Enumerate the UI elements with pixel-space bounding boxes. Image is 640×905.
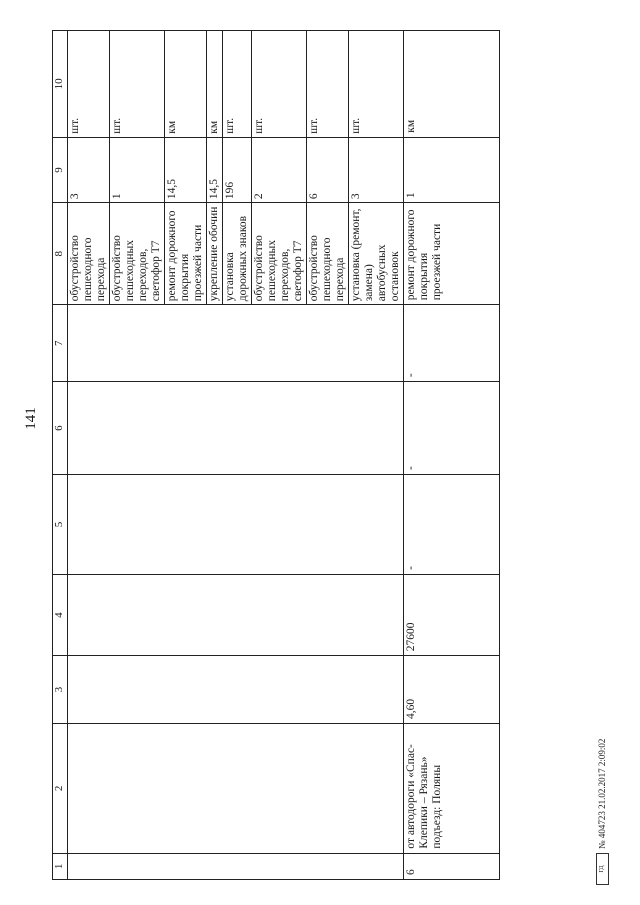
- quantity-cell: 14,5: [165, 137, 207, 202]
- header-cell: 2: [53, 723, 68, 853]
- data-table: [52, 30, 500, 880]
- quantity-cell: 1: [404, 137, 500, 202]
- duma-stamp-logo: ГД: [596, 853, 609, 885]
- header-row: [53, 31, 68, 880]
- work-type-cell: ремонт дорожного покрытия проезжей части: [404, 203, 500, 305]
- work-type-cell: укрепление обочин: [207, 203, 223, 305]
- header-cell: 4: [53, 574, 68, 655]
- rotated-table-container: [52, 30, 632, 880]
- header-cell: 6: [53, 382, 68, 475]
- registration-text: № 404723 21.02.2017 2:09:02: [597, 738, 607, 849]
- unit-cell: км: [207, 31, 223, 138]
- work-type-cell: обустройство пешеходного перехода: [68, 203, 110, 305]
- table-row: [68, 31, 110, 880]
- quantity-cell: 2: [252, 137, 307, 202]
- quantity-cell: 14,5: [207, 137, 223, 202]
- table-row-6: [404, 31, 500, 880]
- header-cell: 3: [53, 656, 68, 724]
- road-name-cell: от автодороги «Спас-Клепики – Рязань» подъезд: Поляны: [404, 723, 500, 853]
- header-cell: 7: [53, 305, 68, 382]
- empty-cell: [68, 475, 404, 575]
- unit-cell: шт.: [307, 31, 349, 138]
- unit-cell: шт.: [223, 31, 252, 138]
- unit-cell: шт.: [349, 31, 404, 138]
- row-number-cell: 6: [404, 853, 500, 879]
- empty-cell: [68, 305, 404, 382]
- quantity-cell: 1: [110, 137, 165, 202]
- length-cell: 4,60: [404, 656, 500, 724]
- dash-cell: -: [404, 475, 500, 575]
- header-cell: 5: [53, 475, 68, 575]
- empty-cell: [68, 723, 404, 853]
- empty-cell: [68, 382, 404, 475]
- unit-cell: шт.: [110, 31, 165, 138]
- unit-cell: шт.: [68, 31, 110, 138]
- empty-cell: [68, 656, 404, 724]
- work-type-cell: установка дорожных знаков: [223, 203, 252, 305]
- unit-cell: км: [165, 31, 207, 138]
- dash-cell: -: [404, 305, 500, 382]
- cost-cell: 27600: [404, 574, 500, 655]
- quantity-cell: 196: [223, 137, 252, 202]
- work-type-cell: обустройство пешеходного перехода: [307, 203, 349, 305]
- header-cell: 8: [53, 203, 68, 305]
- page-number: 141: [22, 407, 39, 430]
- unit-cell: шт.: [252, 31, 307, 138]
- quantity-cell: 3: [68, 137, 110, 202]
- dash-cell: -: [404, 382, 500, 475]
- empty-cell: [68, 853, 404, 879]
- quantity-cell: 6: [307, 137, 349, 202]
- quantity-cell: 3: [349, 137, 404, 202]
- unit-cell: км: [404, 31, 500, 138]
- registration-footer: [594, 685, 610, 885]
- header-cell: 10: [53, 31, 68, 138]
- work-type-cell: обустройство пешеходных переходов, светофор Т7: [252, 203, 307, 305]
- work-type-cell: ремонт дорожного покрытия проезжей части: [165, 203, 207, 305]
- header-cell: 9: [53, 137, 68, 202]
- work-type-cell: установка (ремонт, замена) автобусных остановок: [349, 203, 404, 305]
- work-type-cell: обустройство пешеходных переходов, светофор Т7: [110, 203, 165, 305]
- empty-cell: [68, 574, 404, 655]
- header-cell: 1: [53, 853, 68, 879]
